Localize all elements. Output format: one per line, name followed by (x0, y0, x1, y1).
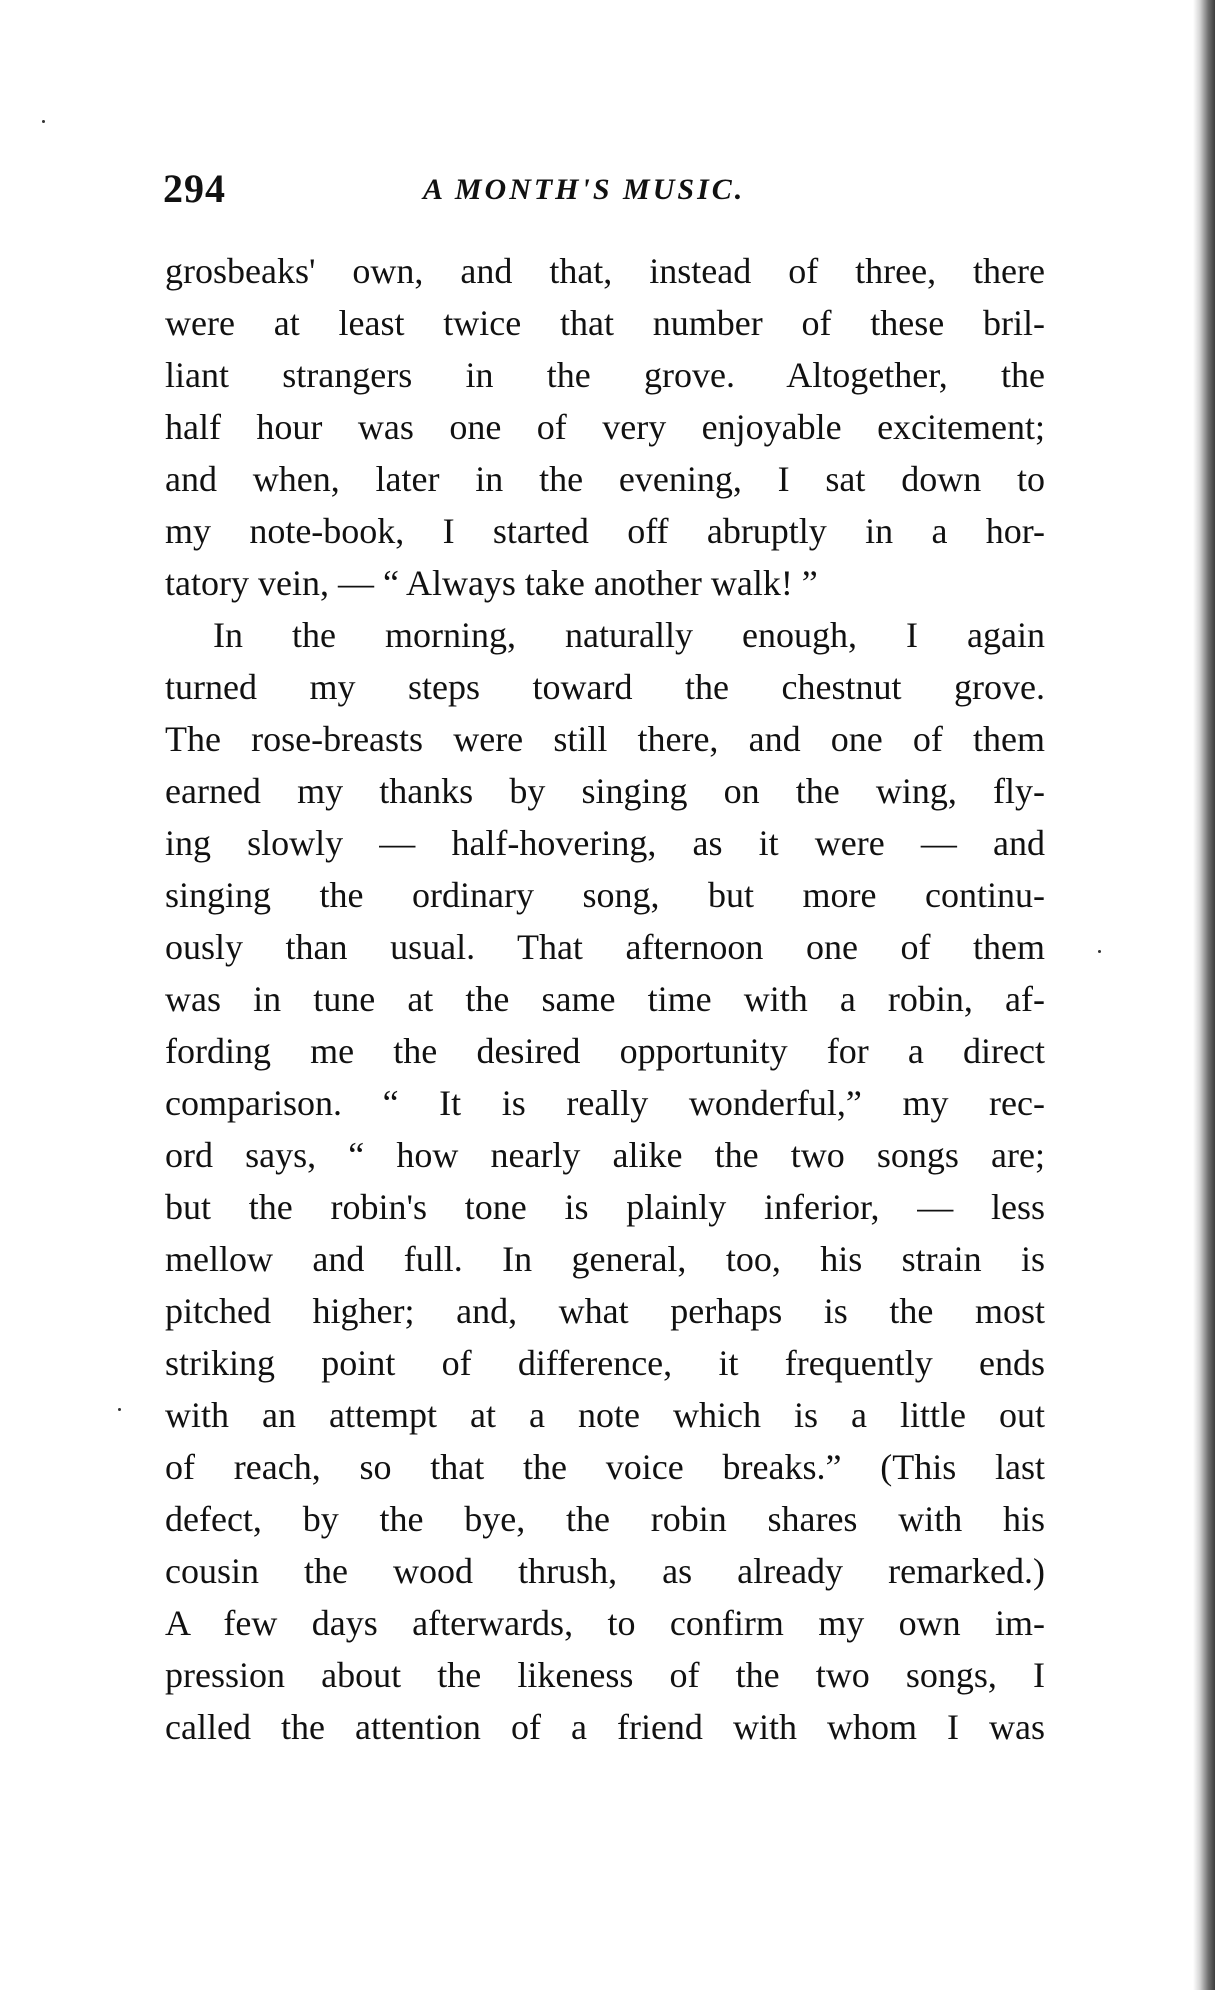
text-line: striking point of difference, it frequently ends (165, 1343, 1045, 1383)
text-line: A few days afterwards, to confirm my own im- (165, 1603, 1045, 1643)
paper-speck (1098, 950, 1101, 953)
text-line: comparison. “ It is really wonderful,” my rec- (165, 1083, 1045, 1123)
text-line: mellow and full. In general, too, his strain is (165, 1239, 1045, 1279)
text-line: ord says, “ how nearly alike the two songs are; (165, 1135, 1045, 1175)
text-line: defect, by the bye, the robin shares with his (165, 1499, 1045, 1539)
text-line: fording me the desired opportunity for a direct (165, 1031, 1045, 1071)
binding-edge (1193, 0, 1215, 1990)
text-line: cousin the wood thrush, as already remarked.) (165, 1551, 1045, 1591)
text-line: was in tune at the same time with a robin, af- (165, 979, 1045, 1019)
text-line: but the robin's tone is plainly inferior, — less (165, 1187, 1045, 1227)
text-line: turned my steps toward the chestnut grove. (165, 667, 1045, 707)
text-line: ing slowly — half-hovering, as it were — and (165, 823, 1045, 863)
text-line: with an attempt at a note which is a little out (165, 1395, 1045, 1435)
text-line: earned my thanks by singing on the wing, fly- (165, 771, 1045, 811)
text-line: were at least twice that number of these bril- (165, 303, 1045, 343)
body-text (165, 245, 1045, 1753)
text-line: grosbeaks' own, and that, instead of three, there (165, 251, 1045, 291)
text-line: singing the ordinary song, but more continu- (165, 875, 1045, 915)
text-line: half hour was one of very enjoyable excitement; (165, 407, 1045, 447)
running-title: A MONTH'S MUSIC. (423, 173, 746, 206)
text-line: In the morning, naturally enough, I again (213, 615, 1045, 655)
text-line: tatory vein, — “ Always take another walk! ” (165, 563, 818, 603)
running-head (163, 165, 1053, 215)
text-line: pression about the likeness of the two songs, I (165, 1655, 1045, 1695)
text-line: and when, later in the evening, I sat down to (165, 459, 1045, 499)
paper-speck (42, 120, 45, 123)
text-line: The rose-breasts were still there, and one of them (165, 719, 1045, 759)
text-line: of reach, so that the voice breaks.” (This last (165, 1447, 1045, 1487)
text-line: my note-book, I started off abruptly in a hor- (165, 511, 1045, 551)
paper-speck (118, 1408, 121, 1411)
text-line: pitched higher; and, what perhaps is the most (165, 1291, 1045, 1331)
text-line: liant strangers in the grove. Altogether, the (165, 355, 1045, 395)
text-line: called the attention of a friend with whom I was (165, 1707, 1045, 1747)
page-number: 294 (163, 166, 226, 211)
text-line: ously than usual. That afternoon one of them (165, 927, 1045, 967)
